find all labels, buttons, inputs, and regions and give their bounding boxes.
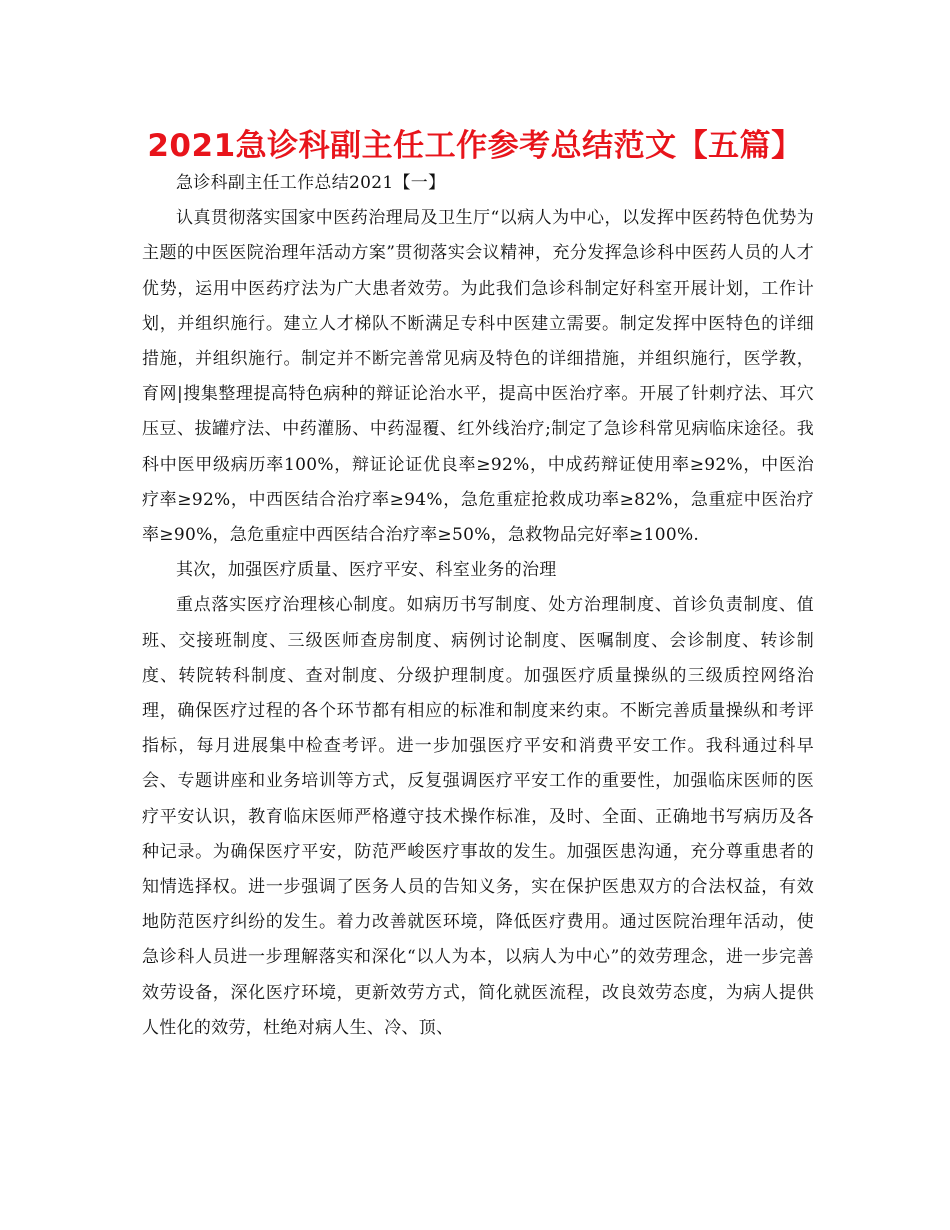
document-title: 2021急诊科副主任工作参考总结范文【五篇】	[147, 128, 803, 164]
document-body	[142, 166, 814, 1046]
paragraph: 重点落实医疗治理核心制度。如病历书写制度、处方治理制度、首诊负责制度、值班、交接班制度、三级医师查房制度、病例讨论制度、医嘱制度、会诊制度、转诊制度、转院转科制度、查对制度、分级护理制度。加强医疗质量操纵的三级质控网络治理，确保医疗过程的各个环节都有相应的标准和制度来约束。不断完善质量操纵和考评指标，每月进展集中检查考评。进一步加强医疗平安和消费平安工作。我科通过科早会、专题讲座和业务培训等方式，反复强调医疗平安工作的重要性，加强临床医师的医疗平安认识，教育临床医师严格遵守技术操作标准，及时、全面、正确地书写病历及各种记录。为确保医疗平安，防范严峻医疗事故的发生。加强医患沟通，充分尊重患者的知情选择权。进一步强调了医务人员的告知义务，实在保护医患双方的合法权益，有效地防范医疗纠纷的发生。着力改善就医环境，降低医疗费用。通过医院治理年活动，使急诊科人员进一步理解落实和深化“以人为本，以病人为中心”的效劳理念，进一步完善效劳设备，深化医疗环境，更新效劳方式，简化就医流程，改良效劳态度，为病人提供人性化的效劳，杜绝对病人生、冷、顶、	[142, 595, 814, 1038]
section-heading: 急诊科副主任工作总结2021【一】	[176, 173, 446, 193]
paragraph: 其次，加强医疗质量、医疗平安、科室业务的治理	[176, 560, 557, 581]
paragraph: 认真贯彻落实国家中医药治理局及卫生厅“以病人为中心，以发挥中医药特色优势为主题的中医医院治理年活动方案”贯彻落实会议精神，充分发挥急诊科中医药人员的人才优势，运用中医药疗法为广大患者效劳。为此我们急诊科制定好科室开展计划，工作计划，并组织施行。建立人才梯队不断满足专科中医建立需要。制定发挥中医特色的详细措施，并组织施行。制定并不断完善常见病及特色的详细措施，并组织施行，医学教，育网|搜集整理提高特色病种的辩证论治水平，提高中医治疗率。开展了针刺疗法、耳穴压豆、拔罐疗法、中药灌肠、中药湿覆、红外线治疗;制定了急诊科常见病临床途径。我科中医甲级病历率100%，辩证论证优良率≥92%，中成药辩证使用率≥92%，中医治疗率≥92%，中西医结合治疗率≥94%，急危重症抢救成功率≥82%，急重症中医治疗率≥90%，急危重症中西医结合治疗率≥50%，急救物品完好率≥100%.	[142, 208, 814, 546]
